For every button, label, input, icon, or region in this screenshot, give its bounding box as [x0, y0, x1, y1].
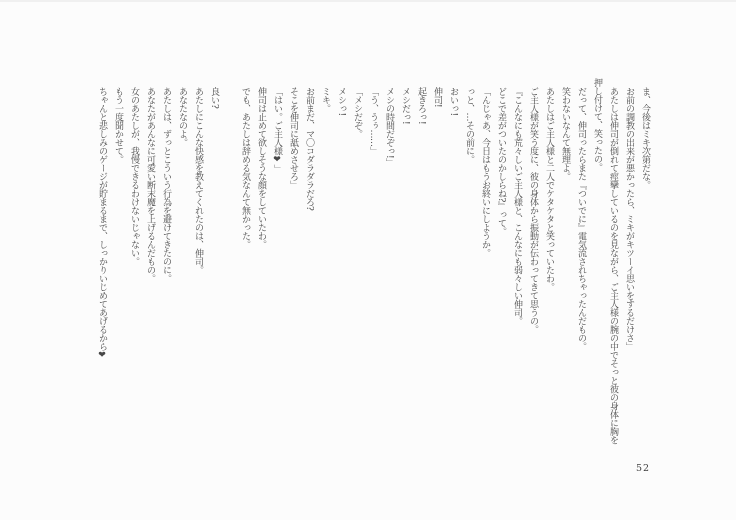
paragraph: ミキ。 [320, 87, 330, 113]
paragraph: メシだっ! [400, 87, 410, 125]
paragraph: だって、伸司ったらまた『ついでに』電気流されちゃったんだもの。 [576, 87, 586, 351]
page-number: 52 [636, 463, 651, 474]
paragraph: 伸司! [432, 87, 442, 108]
paragraph: お前まだ、マ〇コダラダラだろ? [304, 87, 314, 211]
paragraph: ご主人様が笑う度に、彼の身体から振動が伝わってきて思うの。 [528, 87, 538, 334]
paragraph: あたしは、ずっとこういう行為を避けてきたのに。 [161, 87, 171, 283]
paragraph: 「んじゃあ、今日はもうお終いにしようか。 [480, 87, 490, 257]
paragraph: あたしは伸司が倒れて痙攣しているのを見ながら、ご主人様の腕の中でそっと彼の身体に胸を押し付けて、笑ったの。 [592, 78, 618, 444]
paragraph: あたしはご主人様と二人でケタケタと笑っていたわ。 [544, 87, 554, 291]
paragraph: 女のあたしが、我慢できるわけないじゃない。 [129, 87, 139, 266]
paragraph: 笑わないなんて無理よ。 [560, 87, 570, 181]
paragraph: 「はい。ご主人様❤」 [272, 87, 282, 173]
paragraph: ちゃんと悲しみのゲージが貯まるまで、しっかりいじめてあげるから❤ [97, 87, 107, 360]
paragraph: 「う、うぅ……」 [368, 87, 378, 155]
paragraph: 良い? [209, 87, 219, 109]
paragraph: 伸司は止めて欲しそうな顔をしていたわ。 [256, 87, 266, 249]
vertical-text-block [94, 78, 653, 448]
paragraph: お前の調教の出来が悪かったら、ミキがキツーイ思いをするだけさ」 [624, 87, 634, 351]
paragraph: もう一度聞かせて。 [113, 87, 123, 164]
paragraph: そこを伸司に舐めさせろ」 [288, 87, 298, 189]
paragraph: っと、…その前に。 [464, 87, 474, 164]
paragraph: おいっ! [448, 87, 458, 116]
paragraph: あたしにこんな快感を教えてくれたのは、伸司。 [193, 87, 203, 274]
paragraph: メシの時間だぞっ!」 [384, 87, 394, 167]
paragraph: 『こんなにも荒々しいご主人様と、こんなにも弱々しい伸司。 [512, 87, 522, 325]
paragraph: ま、今後はミキ次第だな。 [640, 87, 650, 189]
paragraph: 起きろっ! [416, 87, 426, 125]
paragraph: 「メシだぞ。 [352, 87, 362, 138]
paragraph: どこで差がついたのかしらね?』って。 [496, 87, 506, 236]
paragraph: でも、あたしは辞める気なんて無かった。 [240, 87, 250, 249]
paragraph: あなたなのよ。 [177, 87, 187, 147]
paragraph: メシっ! [336, 87, 346, 116]
paragraph: あなたがあんなに可愛い断末魔を上げるんだもの。 [145, 87, 155, 283]
